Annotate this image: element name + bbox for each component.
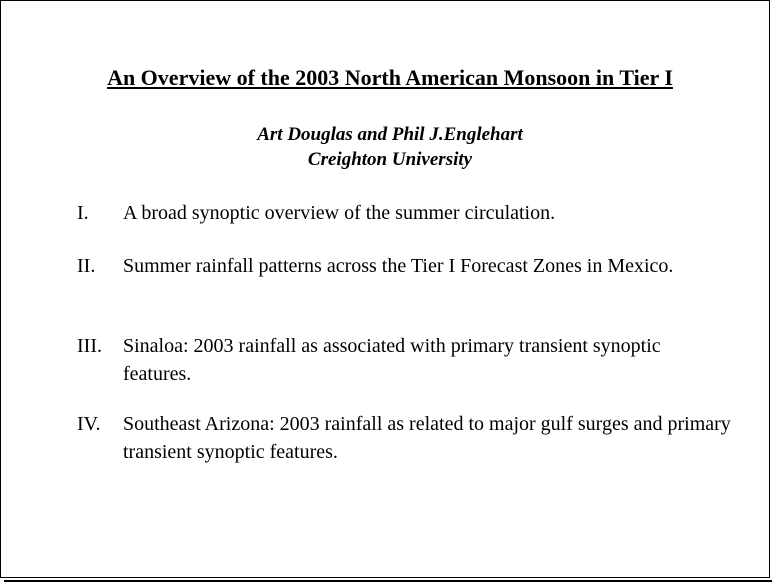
item-text: Summer rainfall patterns across the Tier I Forecast Zones in Mexico. [123, 255, 674, 277]
authors: Art Douglas and Phil J.Englehart [257, 124, 523, 145]
item-numeral: IV. [77, 413, 101, 435]
item-numeral: I. [77, 202, 89, 224]
author-block [1, 122, 772, 172]
slide-title: An Overview of the 2003 North American Monsoon in Tier I [107, 65, 673, 90]
item-text: Sinaloa: 2003 rainfall as associated with primary transient synoptic features. [123, 335, 661, 385]
item-numeral: II. [77, 255, 96, 277]
item-text: Southeast Arizona: 2003 rainfall as related to major gulf surges and primary transient synoptic features. [123, 413, 731, 463]
item-numeral: III. [77, 335, 102, 357]
affiliation: Creighton University [307, 149, 473, 170]
item-text: A broad synoptic overview of the summer circulation. [123, 202, 556, 224]
